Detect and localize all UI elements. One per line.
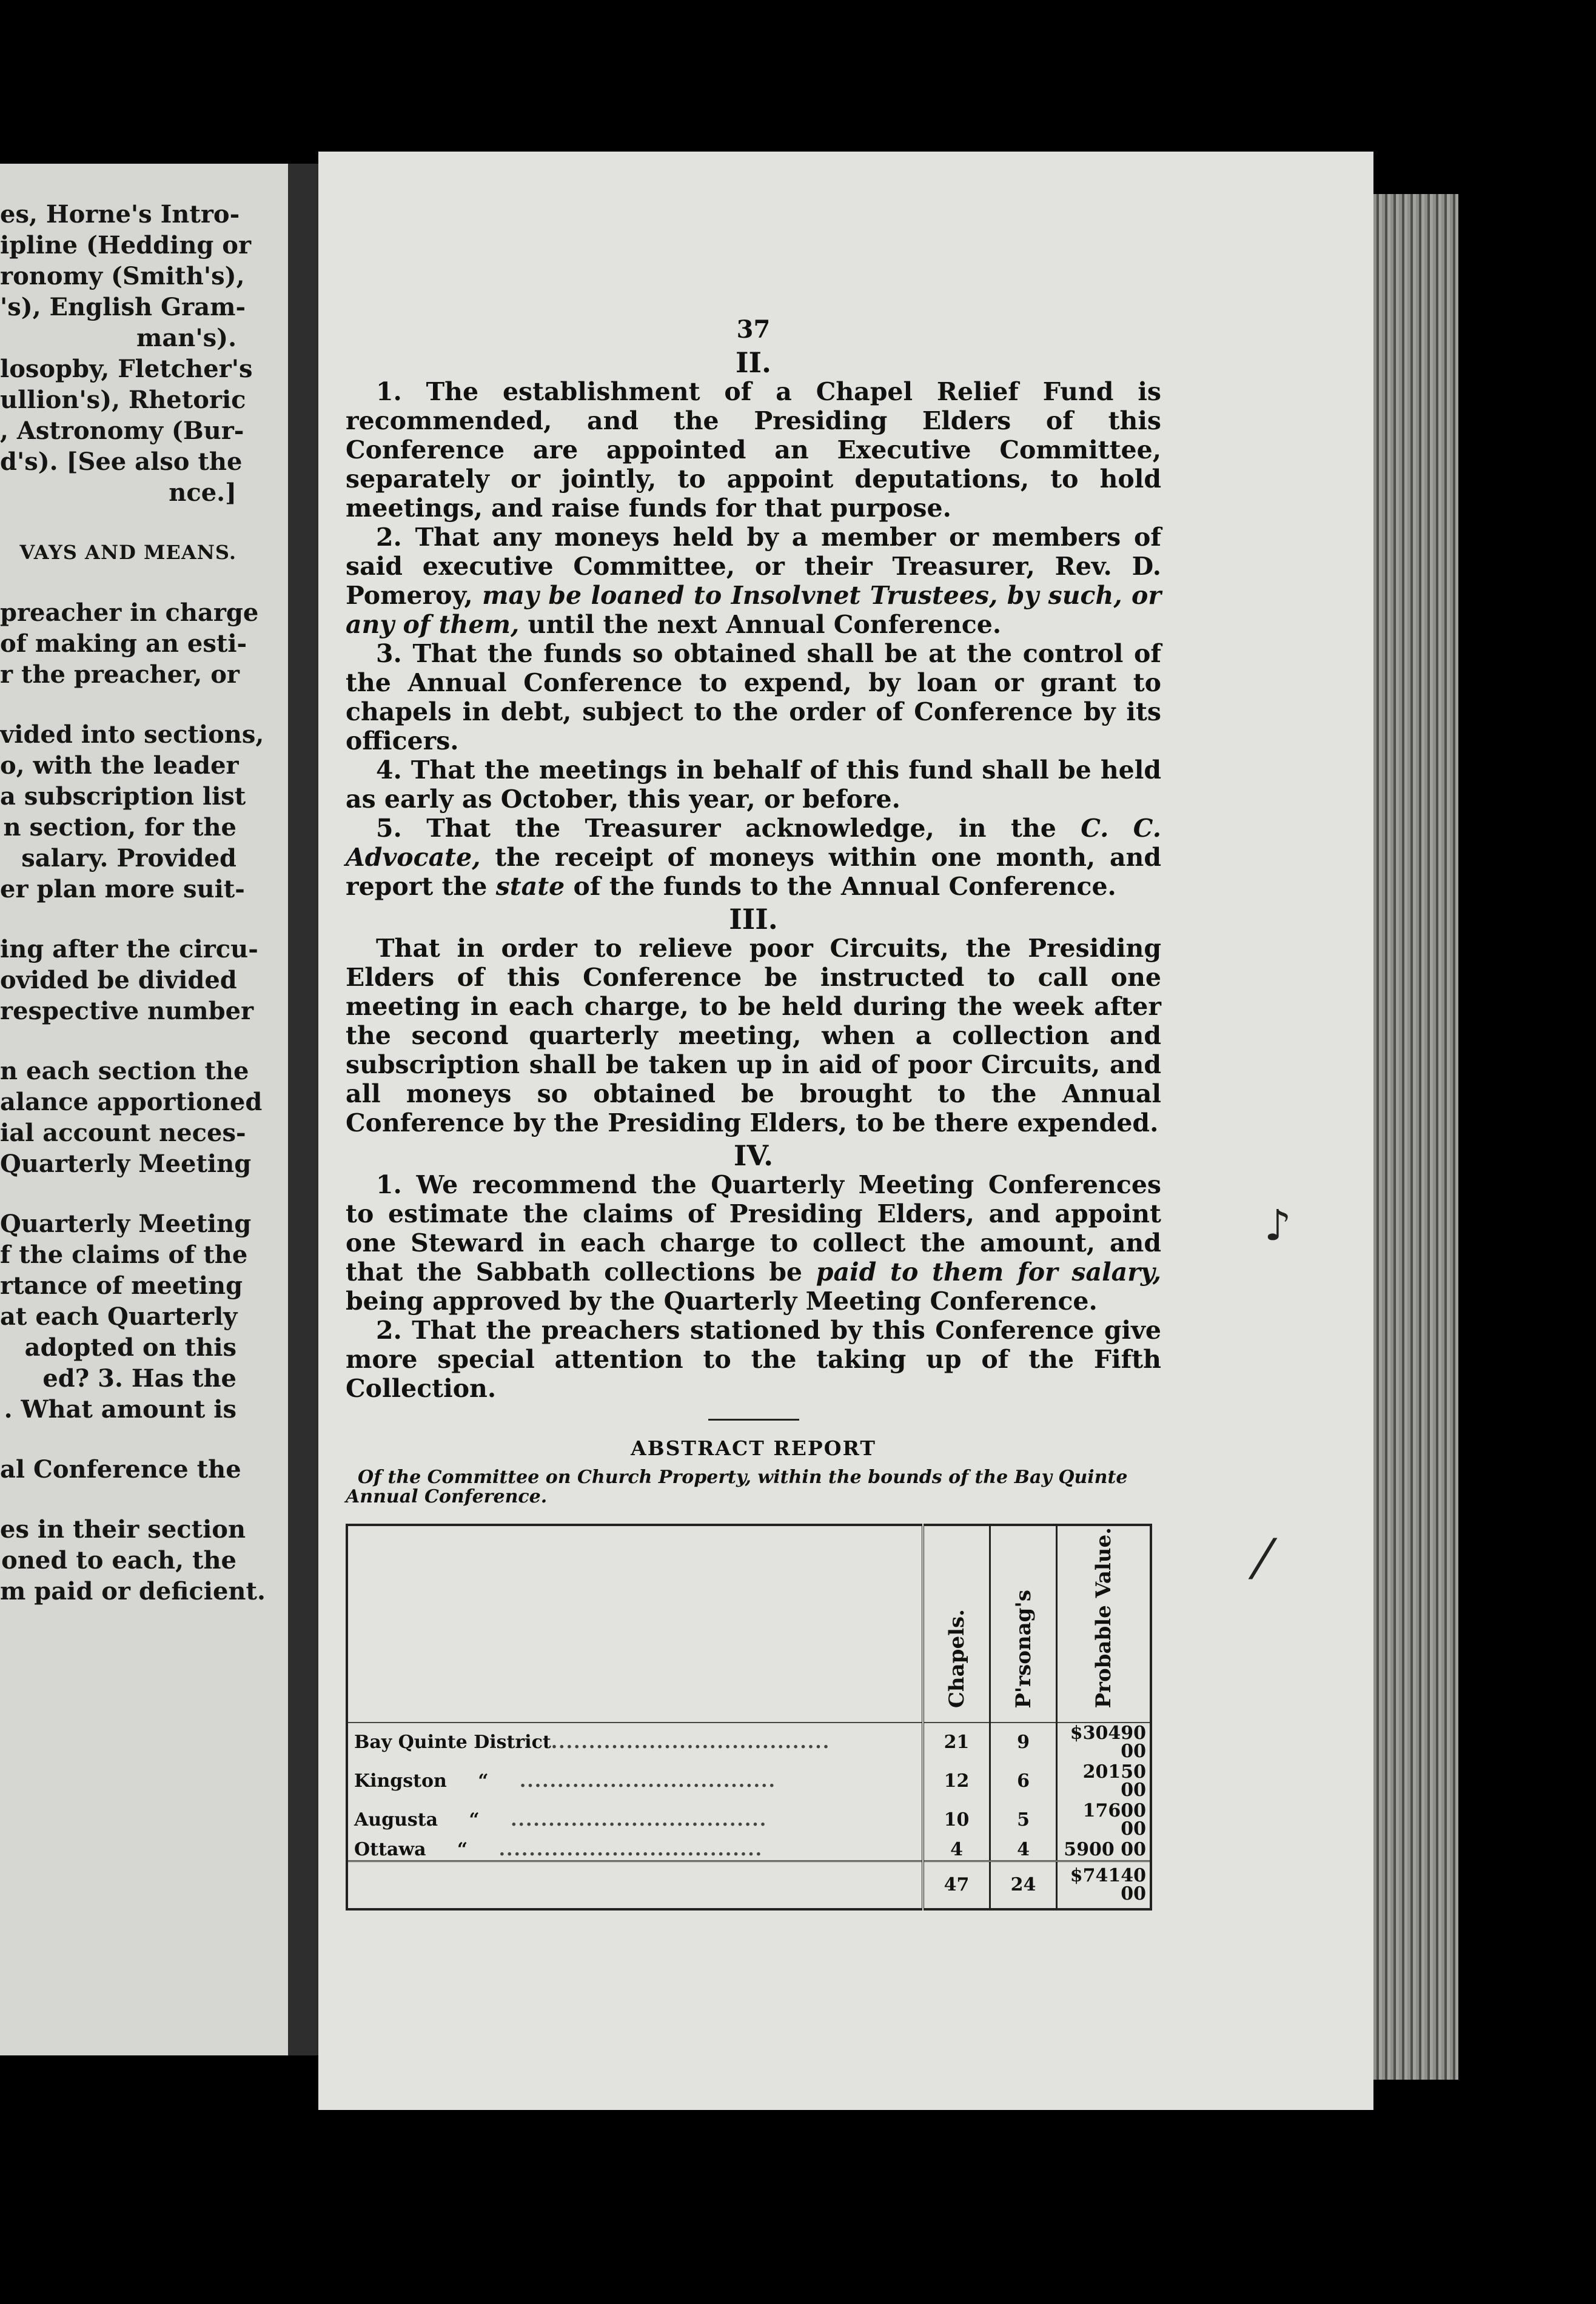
row-name: Ottawa	[354, 1838, 426, 1860]
left-page-line: n section, for the	[3, 813, 236, 842]
line-gap	[0, 1179, 236, 1208]
left-page-line: losopby, Fletcher's	[0, 355, 253, 383]
line-gap	[0, 1485, 236, 1514]
line-gap	[0, 568, 236, 597]
total-value: $74140 00	[1057, 1861, 1152, 1909]
header-chapels: Chapels.	[923, 1525, 990, 1723]
table-header-blank	[347, 1525, 923, 1723]
line-gap	[0, 1425, 236, 1454]
table-row	[347, 1762, 1151, 1801]
section-iii-paragraph: That in order to relieve poor Circuits, the Presiding Elders of this Conference be instructed to call one meeting in each charge, to be held during the week after the second quarterly meeting, when a collection and subscription shall be taken up in aid of poor Circuits, and all moneys so obtained be brought to the Annual Conference by the Presiding Elders, to be there expended.	[346, 934, 1161, 1137]
page-edges	[1373, 194, 1458, 2080]
row-chapels: 4	[923, 1840, 990, 1861]
row-name: Kingston	[354, 1770, 447, 1792]
left-page-line: preacher in charge	[0, 598, 259, 627]
leader-dots: ..................................	[511, 1809, 768, 1830]
row-chapels: 21	[923, 1723, 990, 1762]
table-header-row	[347, 1525, 1151, 1723]
abstract-subtitle: Of the Committee on Church Property, within the bounds of the Bay Quinte Annual Conference.	[346, 1467, 1128, 1507]
left-page-line: Quarterly Meeting	[0, 1210, 252, 1238]
left-page-line: oned to each, the	[1, 1546, 236, 1575]
left-page-line: 's), English Gram-	[0, 293, 246, 321]
row-parsonages: 6	[990, 1762, 1057, 1801]
pencil-mark: ♪	[1264, 1201, 1292, 1250]
left-page-line: ipline (Hedding or	[0, 231, 252, 260]
left-page-line: VAYS AND MEANS.	[19, 541, 236, 564]
left-page-line: salary. Provided	[21, 844, 236, 872]
total-parsonages: 24	[990, 1861, 1057, 1909]
left-page-line: ing after the circu-	[0, 935, 258, 963]
page-content	[346, 315, 1161, 1911]
left-page-text	[0, 199, 266, 1607]
section-ii-paragraph-2: 2. That any moneys held by a member or members of said executive Committee, or their Treasurer, Rev. D. Pomeroy, may be loaned to Insolvnet Trustees, by such, or any of them, until the next Annual Conference.	[346, 523, 1161, 639]
row-parsonages: 9	[990, 1723, 1057, 1762]
left-page-line: man's).	[136, 324, 236, 352]
row-name: Bay Quinte District	[354, 1731, 551, 1753]
row-chapels: 10	[923, 1801, 990, 1840]
total-chapels: 47	[923, 1861, 990, 1909]
left-page-line: ed? 3. Has the	[42, 1364, 236, 1393]
left-page-line: n each section the	[0, 1057, 249, 1085]
left-page-line: nce.]	[169, 478, 236, 507]
left-page-line: a subscription list	[0, 782, 246, 811]
row-value: 17600 00	[1057, 1801, 1152, 1840]
left-page-line: f the claims of the	[0, 1241, 248, 1269]
section-iv-paragraph-1: 1. We recommend the Quarterly Meeting Conferences to estimate the claims of Presiding Elders, and appoint one Steward in each charge to collect the amount, and that the Sabbath collections be paid to them for salary, being approved by the Quarterly Meeting Conference.	[346, 1170, 1161, 1316]
left-page-line: adopted on this	[24, 1333, 236, 1362]
row-name: Augusta	[354, 1809, 438, 1830]
line-gap	[0, 1026, 236, 1056]
header-value: Probable Value.	[1057, 1525, 1152, 1723]
line-gap	[0, 508, 236, 537]
section-ii-paragraph-4: 4. That the meetings in behalf of this fund shall be held as early as October, this year, or before.	[346, 755, 1161, 814]
left-page-line: es in their section	[0, 1515, 246, 1544]
pencil-stroke: ⁄	[1258, 1528, 1268, 1592]
ditto-mark: “	[457, 1838, 468, 1860]
ditto-mark: “	[478, 1770, 489, 1792]
table-row	[347, 1840, 1151, 1861]
row-chapels: 12	[923, 1762, 990, 1801]
section-ii-paragraph-3: 3. That the funds so obtained shall be at the control of the Annual Conference to expend, by loan or grant to chapels in debt, subject to the order of Conference by its officers.	[346, 639, 1161, 755]
row-parsonages: 4	[990, 1840, 1057, 1861]
line-gap	[0, 905, 236, 934]
left-page-line: ial account neces-	[0, 1119, 246, 1147]
left-page-line: ullion's), Rhetoric	[0, 386, 246, 414]
table-total-row	[347, 1861, 1151, 1909]
section-ii-paragraph-5: 5. That the Treasurer acknowledge, in the C. C. Advocate, the receipt of moneys within one month, and report the state of the funds to the Annual Conference.	[346, 814, 1161, 901]
left-page-line: r the preacher, or	[0, 660, 240, 689]
row-value: 5900 00	[1057, 1840, 1152, 1861]
left-page-line: rtance of meeting	[0, 1271, 243, 1300]
row-value: $30490 00	[1057, 1723, 1152, 1762]
section-heading-ii: II.	[735, 346, 772, 379]
left-page-line: of making an esti-	[0, 629, 247, 658]
leader-dots: .....................................	[551, 1731, 831, 1753]
section-ii-paragraph-1: 1. The establishment of a Chapel Relief Fund is recommended, and the Presiding Elders of this Conference are appointed an Executive Committee, separately or jointly, to appoint deputations, to hold meetings, and raise funds for that purpose.	[346, 377, 1161, 523]
left-page-line: es, Horne's Intro-	[0, 200, 240, 229]
left-page-line: . What amount is	[4, 1395, 236, 1424]
section-divider	[708, 1419, 799, 1421]
left-page-line: vided into sections,	[0, 720, 264, 749]
table-row	[347, 1801, 1151, 1840]
row-parsonages: 5	[990, 1801, 1057, 1840]
section-heading-iv: IV.	[733, 1139, 774, 1172]
ditto-mark: “	[469, 1809, 480, 1830]
church-property-table	[346, 1524, 1152, 1911]
section-iv-paragraph-2: 2. That the preachers stationed by this Conference give more special attention to the taking up of the Fifth Collection.	[346, 1316, 1161, 1403]
leader-dots: ..................................	[519, 1770, 776, 1792]
left-page-line: at each Quarterly	[0, 1302, 238, 1331]
section-heading-iii: III.	[729, 903, 778, 936]
line-gap	[0, 690, 236, 719]
left-page-line: d's). [See also the	[0, 447, 243, 476]
leader-dots: ...................................	[498, 1838, 763, 1860]
table-row	[347, 1723, 1151, 1762]
row-value: 20150 00	[1057, 1762, 1152, 1801]
left-page-line: ronomy (Smith's),	[0, 262, 245, 290]
left-page-line: ovided be divided	[0, 966, 237, 994]
left-page-line: respective number	[0, 997, 254, 1025]
abstract-title: ABSTRACT REPORT	[631, 1436, 876, 1460]
left-page-line: m paid or deficient.	[0, 1577, 266, 1606]
left-page-line: Quarterly Meeting	[0, 1150, 252, 1178]
page-number: 37	[736, 315, 771, 344]
header-parsonages: P'rsonag's	[990, 1525, 1057, 1723]
left-page-line: o, with the leader	[0, 751, 239, 780]
left-page-line: , Astronomy (Bur-	[0, 417, 244, 445]
left-page-line: al Conference the	[0, 1455, 241, 1484]
left-page-line: er plan more suit-	[0, 875, 245, 903]
book-gutter	[288, 164, 318, 2055]
left-page-line: alance apportioned	[0, 1088, 263, 1116]
